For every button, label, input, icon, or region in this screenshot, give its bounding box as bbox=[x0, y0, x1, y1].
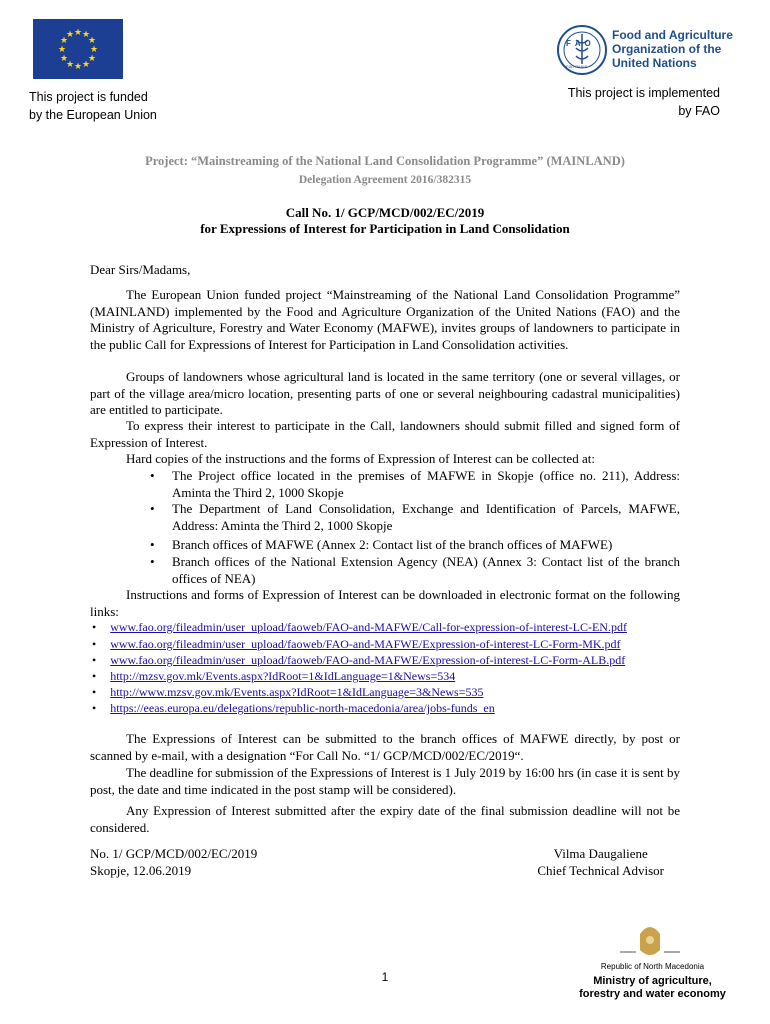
svg-text:★: ★ bbox=[81, 30, 91, 40]
svg-text:★: ★ bbox=[89, 45, 99, 55]
svg-text:★: ★ bbox=[87, 54, 97, 64]
list-item bbox=[92, 685, 483, 700]
bullet-icon: • bbox=[92, 685, 97, 699]
link-call-en-pdf[interactable]: www.fao.org/fileadmin/user_upload/faoweb/FAO-and-MAFWE/Call-for-expression-of-interest-LC-EN.pdf bbox=[110, 620, 627, 634]
fao-name-line1: Food and Agriculture bbox=[612, 28, 733, 42]
bullet-icon: • bbox=[92, 669, 97, 683]
fao-name-line3: United Nations bbox=[612, 56, 697, 70]
list-item bbox=[150, 537, 680, 554]
svg-text:★: ★ bbox=[59, 54, 69, 64]
paragraph-deadline: The deadline for submission of the Expressions of Interest is 1 July 2019 by 16:00 hrs (in case it is sent by post, the date and time indicated in the post stamp will be considered). bbox=[90, 765, 680, 797]
list-item-text: Branch offices of the National Extension Agency (NEA) (Annex 3: Contact list of the branch offices of NEA) bbox=[172, 554, 680, 586]
list-item bbox=[92, 620, 627, 635]
call-number: Call No. 1/ GCP/MCD/002/EC/2019 bbox=[285, 205, 485, 220]
list-item bbox=[92, 637, 621, 652]
fao-name-line2: Organization of the bbox=[612, 42, 722, 56]
fao-implementation-caption bbox=[568, 84, 720, 120]
fao-caption-line2: by FAO bbox=[678, 104, 720, 118]
place-date: Skopje, 12.06.2019 bbox=[90, 863, 192, 878]
link-form-mk-pdf[interactable]: www.fao.org/fileadmin/user_upload/faoweb/FAO-and-MAFWE/Expression-of-interest-LC-Form-MK.pdf bbox=[110, 637, 621, 651]
link-mzsv-news-535[interactable]: http://www.mzsv.gov.mk/Events.aspx?IdRoot=1&IdLanguage=3&News=535 bbox=[110, 685, 484, 699]
fao-organization-name bbox=[612, 28, 733, 70]
bullet-icon: • bbox=[150, 554, 155, 569]
eu-caption-line2: by the European Union bbox=[29, 108, 157, 122]
svg-text:★: ★ bbox=[65, 60, 75, 70]
eu-funding-caption bbox=[29, 88, 157, 124]
fao-emblem-letters: F A O bbox=[566, 39, 592, 48]
reference-number: No. 1/ GCP/MCD/002/EC/2019 bbox=[90, 846, 258, 861]
svg-text:★: ★ bbox=[65, 30, 75, 40]
link-mzsv-news-534[interactable]: http://mzsv.gov.mk/Events.aspx?IdRoot=1&IdLanguage=1&News=534 bbox=[110, 669, 456, 683]
bullet-icon: • bbox=[92, 637, 97, 651]
footer-reference bbox=[90, 845, 257, 879]
list-item bbox=[92, 669, 455, 684]
greeting: Dear Sirs/Madams, bbox=[90, 262, 191, 277]
list-item bbox=[92, 701, 495, 716]
link-form-alb-pdf[interactable]: www.fao.org/fileadmin/user_upload/faoweb/FAO-and-MAFWE/Expression-of-interest-LC-Form-ALB.pdf bbox=[110, 653, 626, 667]
bullet-icon: • bbox=[150, 501, 155, 516]
ministry-name-line1: Ministry of agriculture, bbox=[593, 975, 712, 987]
ministry-logo bbox=[565, 918, 740, 1001]
paragraph-submission-channels: The Expressions of Interest can be submitted to the branch offices of MAFWE directly, by post or scanned by e-mail, with a designation “For Call No. “1/ GCP/MCD/002/EC/2019“. bbox=[90, 731, 680, 763]
eu-flag-logo bbox=[33, 19, 123, 79]
paragraph-hard-copies: Hard copies of the instructions and the forms of Expression of Interest can be collected at: bbox=[126, 451, 595, 466]
ministry-name bbox=[565, 975, 740, 1001]
list-item bbox=[150, 501, 680, 533]
bullet-icon: • bbox=[150, 537, 155, 552]
eu-caption-line1: This project is funded bbox=[29, 90, 148, 104]
page-number: 1 bbox=[381, 970, 389, 984]
paragraph-late-submissions: Any Expression of Interest submitted after the expiry date of the final submission deadline will not be considered. bbox=[90, 803, 680, 835]
svg-text:★: ★ bbox=[87, 36, 97, 46]
bullet-icon: • bbox=[92, 701, 97, 715]
fao-caption-line1: This project is implemented bbox=[567, 86, 720, 100]
list-item bbox=[150, 468, 680, 500]
ministry-country: Republic of North Macedonia bbox=[600, 962, 705, 971]
bullet-icon: • bbox=[92, 620, 97, 634]
call-subtitle: for Expressions of Interest for Participation in Land Consolidation bbox=[200, 221, 570, 236]
bullet-icon: • bbox=[150, 468, 155, 483]
list-item bbox=[92, 653, 625, 668]
svg-text:★: ★ bbox=[57, 45, 67, 55]
coat-of-arms-icon bbox=[620, 918, 680, 962]
list-item-text: Branch offices of MAFWE (Annex 2: Contact list of the branch offices of MAFWE) bbox=[172, 537, 613, 552]
signature-block bbox=[537, 845, 664, 879]
svg-text:★: ★ bbox=[73, 28, 83, 38]
fao-motto: FIAT PANIS bbox=[566, 64, 588, 69]
delegation-agreement: Delegation Agreement 2016/382315 bbox=[298, 174, 472, 186]
list-item-text: The Project office located in the premises of MAFWE in Skopje (office no. 211), Address: Aminta the Third 2, 1000 Skopje bbox=[172, 468, 680, 500]
paragraph-eligibility: Groups of landowners whose agricultural land is located in the same territory (one or several villages, or part of the village area/micro location, presenting parts of one or several neighbouring cadastral municipalities) are entitled to participate. bbox=[90, 369, 680, 417]
svg-text:★: ★ bbox=[73, 62, 83, 72]
project-title: Project: “Mainstreaming of the National Land Consolidation Programme” (MAINLAND) bbox=[145, 154, 625, 168]
svg-text:★: ★ bbox=[81, 60, 91, 70]
fao-emblem bbox=[556, 24, 608, 81]
eu-stars-icon bbox=[33, 19, 123, 79]
list-item-text: The Department of Land Consolidation, Exchange and Identification of Parcels, MAFWE, Address: Aminta the Third 2, 1000 Skopje bbox=[172, 501, 680, 533]
signatory-title: Chief Technical Advisor bbox=[537, 863, 664, 878]
svg-text:★: ★ bbox=[59, 36, 69, 46]
paragraph-submission-form: To express their interest to participate in the Call, landowners should submit filled and signed form of Expression of Interest. bbox=[90, 418, 680, 450]
bullet-icon: • bbox=[92, 653, 97, 667]
link-eeas-jobs[interactable]: https://eeas.europa.eu/delegations/republic-north-macedonia/area/jobs-funds_en bbox=[110, 701, 495, 715]
paragraph-intro: The European Union funded project “Mainstreaming of the National Land Consolidation Programme” (MAINLAND) implemented by the Food and Agriculture Organization of the United Nations (FAO) and the Ministry of Agriculture, Forestry and Water Economy (MAFWE), invites groups of landowners to participate in the public Call for Expressions of Interest for Participation in Land Consolidation activities. bbox=[90, 287, 680, 352]
ministry-name-line2: forestry and water economy bbox=[579, 988, 726, 1000]
signatory-name: Vilma Daugaliene bbox=[553, 846, 648, 861]
paragraph-downloads: Instructions and forms of Expression of Interest can be downloaded in electronic format on the following links: bbox=[90, 587, 680, 619]
list-item bbox=[150, 554, 680, 586]
